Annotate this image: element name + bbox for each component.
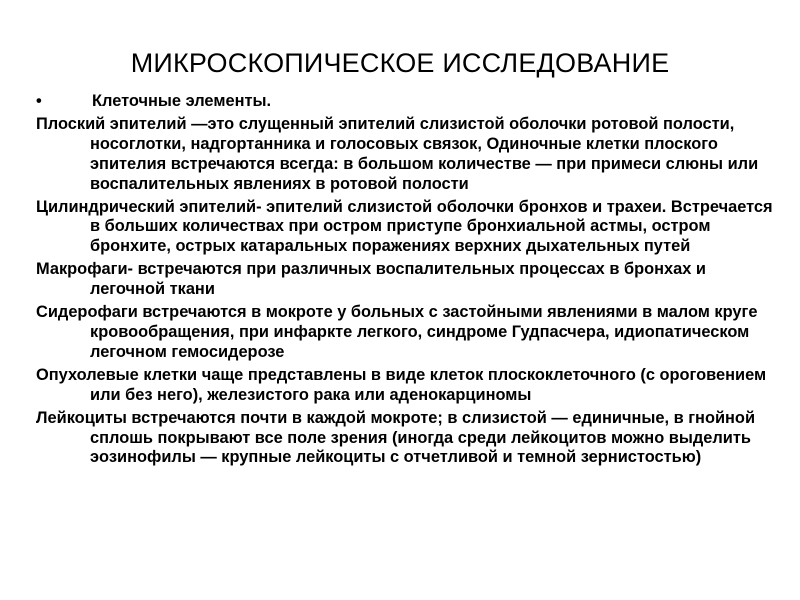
paragraph-siderophages: Сидерофаги встречаются в мокроте у больных с застойными явлениями в малом круге кровообращения, при инфаркте легкого, синдроме Гудпасчера, идиопатическом легочном гемосидерозе (36, 303, 758, 361)
paragraph-cylindrical-epithelium: Цилиндрический эпителий- эпителий слизистой оболочки бронхов и трахеи. Встречается в больших количествах при остром приступе бронхиальной астмы, остром бронхите, острых катаральных поражениях верхних дыхательных путей (36, 197, 773, 256)
paragraph-leukocytes: Лейкоциты встречаются почти в каждой мокроте; в слизистой — единичные, в гнойной сплошь покрывают все поле зрения (иногда среди лейкоцитов можно выделить эозинофилы — крупные лейкоциты с отчетливой и темной зернистостью) (36, 408, 756, 467)
slide-title: МИКРОСКОПИЧЕСКОЕ ИССЛЕДОВАНИЕ (130, 48, 670, 78)
paragraph-tumor-cells: Опухолевые клетки чаще представлены в виде клеток плоскоклеточного (с ороговением или без него), железистого рака или аденокарциномы (36, 365, 767, 404)
paragraph-macrophages: Макрофаги- встречаются при различных воспалительных процессах в бронхах и легочной ткани (36, 260, 706, 299)
bullet-item (36, 92, 776, 112)
bullet-text: Клеточные элементы. (92, 92, 272, 110)
paragraph-squamous-epithelium: Плоский эпителий —это слущенный эпителий слизистой оболочки ротовой полости, носоглотки, надгортанника и голосовых связок, Одиночные клетки плоского эпителия встречаются всегда: в большом количестве — при примеси слюны или воспалительных явлениях в ротовой полости (36, 114, 759, 193)
slide-body (36, 92, 776, 471)
bullet-dot-icon: • (36, 92, 42, 110)
